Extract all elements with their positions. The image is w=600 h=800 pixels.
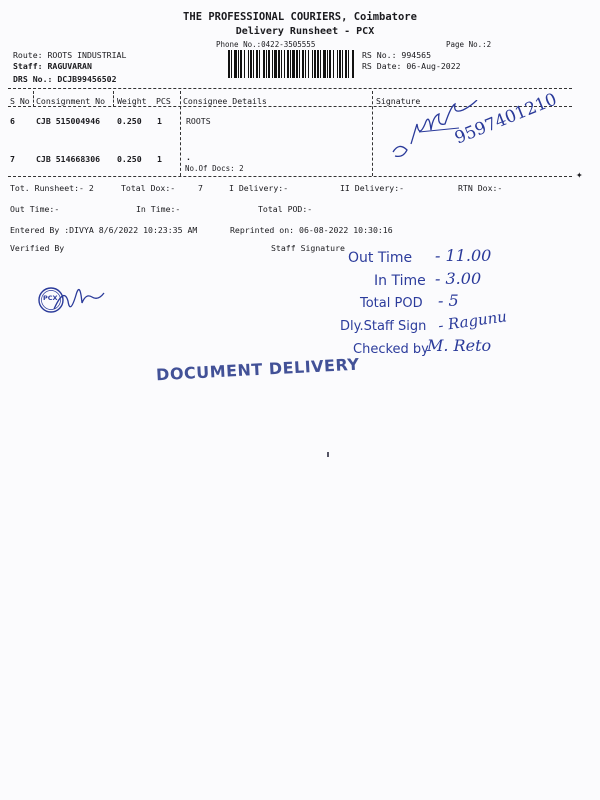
stamp-in-time: In Time	[374, 273, 426, 289]
row-consignee: ROOTS	[186, 116, 211, 126]
barcode-bar	[333, 50, 334, 78]
stray-mark: ✦	[576, 168, 583, 181]
barcode-bar	[234, 50, 237, 78]
document-title: Delivery Runsheet - PCX	[235, 26, 375, 37]
barcode-bar	[345, 50, 347, 78]
col-divider	[180, 91, 181, 176]
i-delivery: I Delivery:-	[229, 183, 289, 193]
barcode-bar	[284, 50, 285, 78]
barcode-bar	[296, 50, 298, 78]
barcode-bar	[259, 50, 260, 78]
header-sno: S No	[10, 96, 30, 106]
barcode-bar	[268, 50, 270, 78]
stamp-out-time: Out Time	[348, 250, 413, 266]
row-consignment: CJB 514668306	[36, 154, 101, 164]
barcode-bar	[287, 50, 289, 78]
table-top-rule	[8, 88, 572, 89]
total-pod-label: Total POD:-	[258, 204, 313, 214]
handwritten-phone: 9597401210	[452, 89, 560, 149]
rtn-dox: RTN Dox:-	[458, 183, 503, 193]
drs-number: DRS No.: DCJB99456502	[13, 74, 117, 84]
barcode-bar	[228, 50, 230, 78]
no-of-docs: No.Of Docs: 2	[185, 164, 244, 173]
barcode-bar	[253, 50, 254, 78]
staff-label: Staff: RAGUVARAN	[13, 61, 92, 71]
col-divider	[33, 91, 34, 107]
barcode-bar	[352, 50, 354, 78]
handwritten-in-time: - 3.00	[435, 269, 482, 288]
barcode-bar	[337, 50, 338, 78]
barcode-bar	[278, 50, 280, 78]
barcode-bar	[263, 50, 265, 78]
row-weight: 0.250	[117, 116, 142, 126]
stamp-total-pod: Total POD	[360, 296, 423, 311]
row-consignment: CJB 515004946	[36, 116, 101, 126]
barcode-bar	[348, 50, 349, 78]
header-consignee: Consignee Details	[183, 96, 267, 106]
barcode-bar	[305, 50, 306, 78]
barcode-bar	[290, 50, 291, 78]
header-pcs: PCS	[156, 96, 171, 106]
handwritten-out-time: - 11.00	[435, 246, 492, 265]
barcode-bar	[323, 50, 326, 78]
speck	[327, 452, 329, 457]
reprinted-on: Reprinted on: 06-08-2022 10:30:16	[230, 225, 393, 235]
table-bottom-rule	[8, 176, 572, 177]
barcode-bar	[308, 50, 309, 78]
company-title: THE PROFESSIONAL COURIERS, Coimbatore	[183, 11, 417, 23]
stamp-checked-by: Checked by	[353, 342, 429, 357]
barcode-bar	[281, 50, 282, 78]
col-divider	[372, 91, 373, 176]
barcode-bar	[231, 50, 232, 78]
seal-text: PCX	[43, 294, 58, 302]
stamp-dly-staff: Dly.Staff Sign	[340, 319, 427, 334]
rs-date: RS Date: 06-Aug-2022	[362, 61, 461, 71]
barcode-bar	[302, 50, 304, 78]
barcode-bar	[299, 50, 300, 78]
barcode-bar	[272, 50, 273, 78]
barcode-bar	[314, 50, 316, 78]
barcode-bar	[320, 50, 321, 78]
barcode-bar	[240, 50, 242, 78]
verified-by: Verified By	[10, 243, 65, 253]
entered-by: Entered By :DIVYA 8/6/2022 10:23:35 AM	[10, 225, 198, 235]
handwritten-total-pod: - 5	[438, 291, 459, 310]
row-pcs: 1	[157, 154, 162, 164]
barcode-bar	[342, 50, 343, 78]
barcode-bar	[248, 50, 249, 78]
handwritten-checked-by: M. Reto	[427, 336, 492, 355]
barcode-bar	[274, 50, 277, 78]
in-time-label: In Time:-	[136, 204, 181, 214]
barcode-bar	[292, 50, 295, 78]
page-number: Page No.:2	[446, 40, 492, 49]
barcode-bar	[256, 50, 258, 78]
pcx-seal	[34, 283, 114, 333]
handwritten-staff-sign: - Ragunu	[437, 307, 508, 335]
barcode-bar	[238, 50, 239, 78]
barcode-bar	[266, 50, 267, 78]
col-divider	[113, 91, 114, 107]
barcode	[228, 50, 355, 78]
barcode-bar	[250, 50, 252, 78]
row-weight: 0.250	[117, 154, 142, 164]
total-dox-value: 7	[198, 183, 203, 193]
tot-runsheet: Tot. Runsheet:- 2	[10, 183, 94, 193]
row-sno: 7	[10, 154, 15, 164]
barcode-bar	[317, 50, 319, 78]
document-delivery-stamp: DOCUMENT DELIVERY	[155, 354, 360, 385]
out-time-label: Out Time:-	[10, 204, 60, 214]
row-consignee: .	[186, 152, 191, 162]
total-dox-label: Total Dox:-	[121, 183, 176, 193]
row-pcs: 1	[157, 116, 162, 126]
barcode-bar	[329, 50, 331, 78]
phone-number: Phone No.:0422-3505555	[216, 40, 316, 49]
barcode-bar	[327, 50, 328, 78]
barcode-bar	[244, 50, 245, 78]
rs-number: RS No.: 994565	[362, 50, 432, 60]
header-signature: Signature	[376, 96, 421, 106]
header-weight: Weight	[117, 96, 147, 106]
route-label: Route: ROOTS INDUSTRIAL	[13, 50, 127, 60]
header-consignment: Consignment No	[36, 96, 106, 106]
row-sno: 6	[10, 116, 15, 126]
ii-delivery: II Delivery:-	[340, 183, 405, 193]
staff-signature-label: Staff Signature	[271, 243, 345, 253]
barcode-bar	[312, 50, 313, 78]
barcode-bar	[339, 50, 341, 78]
